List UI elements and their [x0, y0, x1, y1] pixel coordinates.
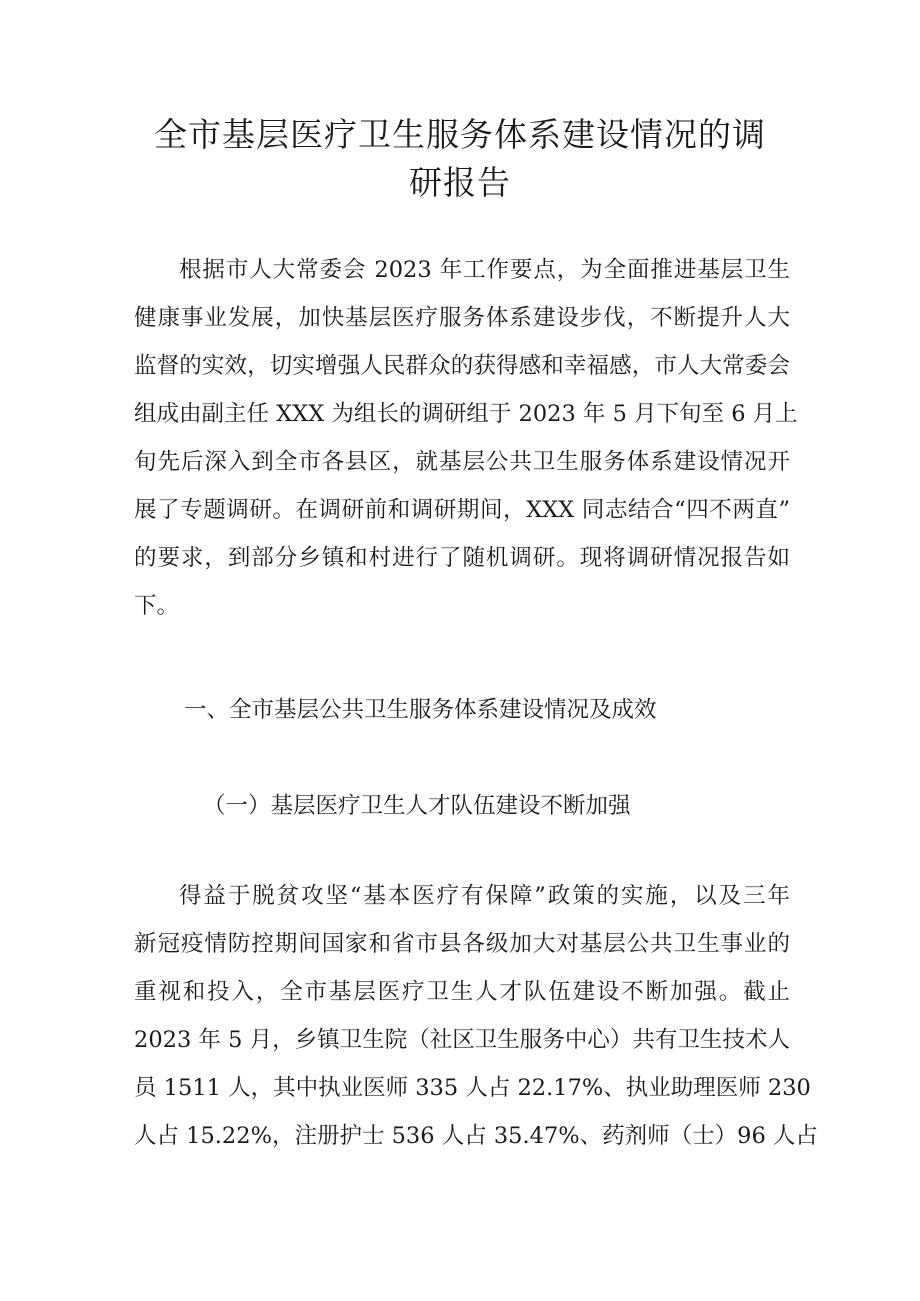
intro-line: 展了专题调研。在调研前和调研期间，XXX 同志结合“四不两直”	[134, 497, 790, 523]
body-line: 重视和投入，全市基层医疗卫生人才队伍建设不断加强。截止	[134, 979, 790, 1005]
intro-line: 健康事业发展，加快基层医疗服务体系建设步伐，不断提升人大	[134, 305, 790, 331]
body-line: 2023 年 5 月，乡镇卫生院（社区卫生服务中心）共有卫生技术人	[134, 1027, 790, 1053]
intro-line: 监督的实效，切实增强人民群众的获得感和幸福感，市人大常委会	[134, 353, 790, 379]
intro-line: 根据市人大常委会 2023 年工作要点，为全面推进基层卫生	[179, 257, 790, 283]
body-line: 得益于脱贫攻坚“基本医疗有保障”政策的实施，以及三年	[179, 883, 790, 909]
body-line: 员 1511 人，其中执业医师 335 人占 22.17%、执业助理医师 230	[134, 1075, 811, 1101]
intro-line: 组成由副主任 XXX 为组长的调研组于 2023 年 5 月下旬至 6 月上	[134, 401, 798, 427]
intro-line: 下。	[134, 593, 180, 619]
subsection-heading: （一）基层医疗卫生人才队伍建设不断加强	[203, 793, 631, 819]
body-line: 人占 15.22%，注册护士 536 人占 35.47%、药剂师（士）96 人占	[134, 1123, 818, 1149]
body-paragraph	[134, 872, 818, 1160]
document-title-line-1: 全市基层医疗卫生服务体系建设情况的调	[154, 115, 766, 154]
intro-line: 的要求，到部分乡镇和村进行了随机调研。现将调研情况报告如	[134, 545, 790, 571]
section-heading: 一、全市基层公共卫生服务体系建设情况及成效	[184, 697, 657, 723]
intro-line: 旬先后深入到全市各县区，就基层公共卫生服务体系建设情况开	[134, 449, 790, 475]
document-title-line-2: 研报告	[409, 163, 511, 202]
body-line: 新冠疫情防控期间国家和省市县各级加大对基层公共卫生事业的	[134, 931, 790, 957]
intro-paragraph	[134, 246, 798, 630]
